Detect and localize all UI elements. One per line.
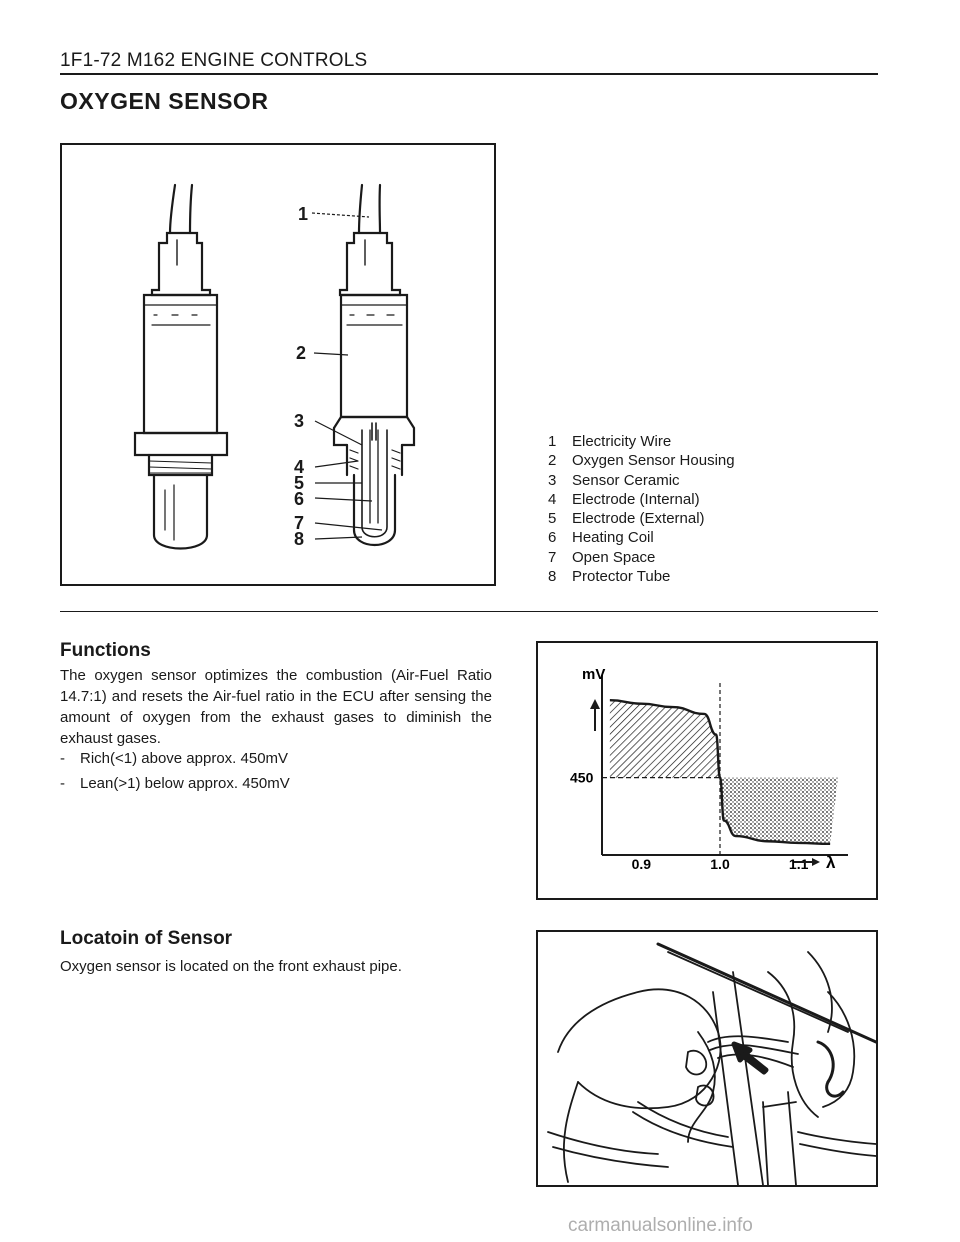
callout-2: 2 <box>296 343 307 363</box>
callout-6: 6 <box>294 489 305 509</box>
x-tick-label: 1.0 <box>710 856 730 872</box>
y-axis-label: mV <box>582 666 606 683</box>
legend-item: 4 Electrode (Internal) <box>548 490 700 508</box>
sensor-location-illustration <box>538 932 876 1185</box>
legend-item: 8 Protector Tube <box>548 568 671 586</box>
x-tick-label: 0.9 <box>631 856 652 872</box>
sensor-figure <box>60 143 496 586</box>
sensor-illustration <box>62 145 494 584</box>
callout-5: 5 <box>294 473 305 493</box>
y-tick-label: 450 <box>570 769 594 786</box>
callout-7: 7 <box>294 513 305 533</box>
lean-region <box>720 778 838 844</box>
voltage-chart-svg <box>538 643 876 898</box>
x-tick-label: 1.1 <box>788 856 809 872</box>
lambda-symbol: λ <box>826 853 836 872</box>
legend-item: 6 Heating Coil <box>548 529 654 547</box>
sensor-legend <box>548 432 735 586</box>
callout-3: 3 <box>294 411 305 431</box>
functions-body: The oxygen sensor optimizes the combustion (Air-Fuel Ratio 14.7:1) and resets the Air-fuel ratio in the ECU after sensing the amount of oxygen from the exhaust gases to diminish the exhaust gases. <box>60 667 492 747</box>
legend-item: 1 Electricity Wire <box>548 433 672 450</box>
up-arrow-icon <box>590 699 600 731</box>
header-rule <box>60 73 878 75</box>
legend-item: 3 Sensor Ceramic <box>548 471 680 489</box>
location-body: Oxygen sensor is located on the front exhaust pipe. <box>60 958 402 975</box>
bullet-lean: - Lean(>1) below approx. 450mV <box>60 775 290 792</box>
watermark: carmanualsonline.info <box>568 1215 753 1236</box>
legend-item: 5 Electrode (External) <box>548 510 705 528</box>
page-header: 1F1-72 M162 ENGINE CONTROLS <box>60 50 368 71</box>
voltage-chart <box>536 641 878 900</box>
rich-region <box>610 700 720 777</box>
callout-1: 1 <box>298 204 309 224</box>
functions-heading: Functions <box>60 640 151 661</box>
location-heading: Locatoin of Sensor <box>60 928 233 949</box>
legend-item: 7 Open Space <box>548 548 656 566</box>
section-divider <box>60 611 878 612</box>
sensor-location-figure <box>536 930 878 1187</box>
bullet-rich: - Rich(<1) above approx. 450mV <box>60 750 289 767</box>
legend-item: 2 Oxygen Sensor Housing <box>548 452 735 470</box>
page-title: OXYGEN SENSOR <box>60 88 269 114</box>
callout-4: 4 <box>294 457 305 477</box>
callout-8: 8 <box>294 529 305 549</box>
